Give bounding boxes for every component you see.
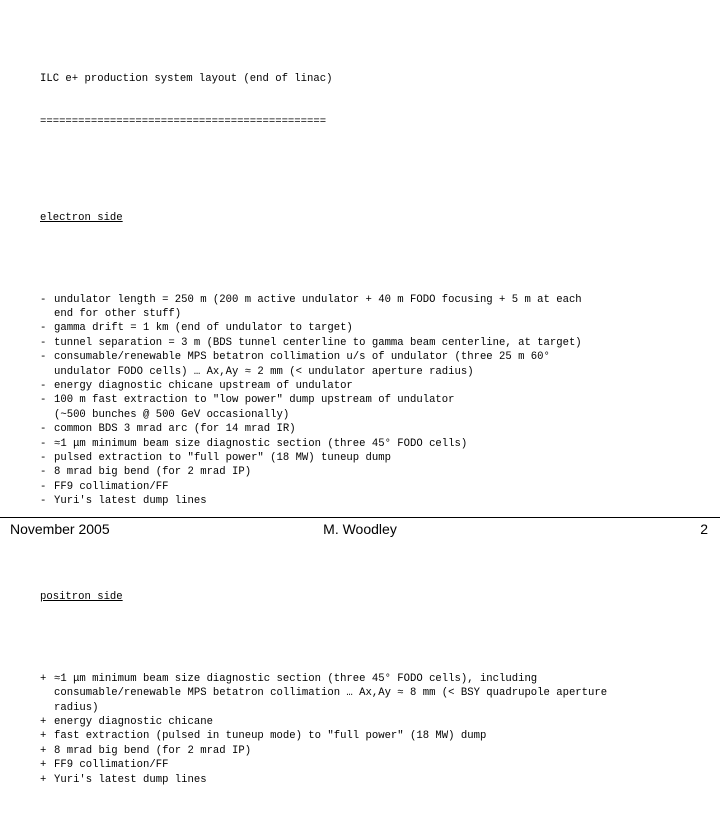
list-item-line: radius) xyxy=(54,701,99,714)
list-item-text xyxy=(54,758,168,772)
list-bullet: - xyxy=(40,380,47,393)
list-item-line: consumable/renewable MPS betatron collimation … Ax,Ay ≈ 8 mm (< BSY quadrupole aperture xyxy=(54,687,608,700)
list-bullet: + xyxy=(40,672,47,685)
spacer xyxy=(40,254,710,264)
spacer xyxy=(40,552,710,562)
list-item-line: undulator FODO cells) … Ax,Ay ≈ 2 mm (< undulator aperture radius) xyxy=(54,365,474,378)
list-item xyxy=(40,437,710,451)
list-item-text xyxy=(54,393,455,422)
list-item xyxy=(40,729,710,743)
list-item-line: (~500 bunches @ 500 GeV occasionally) xyxy=(54,408,290,421)
list-item xyxy=(40,393,710,422)
list-item-line: pulsed extraction to "full power" (18 MW) tuneup dump xyxy=(54,452,391,465)
spacer xyxy=(40,158,710,168)
list-item xyxy=(40,480,710,494)
list-item-text xyxy=(54,422,296,436)
spacer xyxy=(40,633,710,643)
list-item xyxy=(40,451,710,465)
electron-side-heading: electron side xyxy=(40,212,123,225)
list-item xyxy=(40,744,710,758)
list-item xyxy=(40,293,710,322)
footer-date: November 2005 xyxy=(10,521,110,537)
list-bullet: - xyxy=(40,293,47,306)
list-item-line: 8 mrad big bend (for 2 mrad IP) xyxy=(54,466,252,479)
list-item-line: ≈1 μm minimum beam size diagnostic section (three 45° FODO cells), including xyxy=(54,672,538,685)
list-bullet: - xyxy=(40,351,47,364)
list-item-line: gamma drift = 1 km (end of undulator to target) xyxy=(54,322,353,335)
list-item xyxy=(40,773,710,787)
list-item-line: end for other stuff) xyxy=(54,308,182,321)
list-bullet: + xyxy=(40,730,47,743)
list-bullet: + xyxy=(40,744,47,757)
list-item-text xyxy=(54,773,207,787)
slide-title: ILC e+ production system layout (end of linac) xyxy=(40,72,333,85)
footer-author: M. Woodley xyxy=(323,521,397,537)
slide-body xyxy=(40,43,710,816)
list-item xyxy=(40,321,710,335)
list-bullet: + xyxy=(40,773,47,786)
electron-side-list xyxy=(40,293,710,509)
list-item-line: undulator length = 250 m (200 m active undulator + 40 m FODO focusing + 5 m at each xyxy=(54,293,582,306)
list-item-text xyxy=(54,293,582,322)
list-item xyxy=(40,465,710,479)
list-item-line: energy diagnostic chicane xyxy=(54,716,213,729)
list-item-line: 8 mrad big bend (for 2 mrad IP) xyxy=(54,744,252,757)
list-bullet: - xyxy=(40,437,47,450)
list-item-line: Yuri's latest dump lines xyxy=(54,773,207,786)
list-bullet: - xyxy=(40,322,47,335)
list-bullet: - xyxy=(40,394,47,407)
list-item-line: common BDS 3 mrad arc (for 14 mrad IR) xyxy=(54,423,296,436)
list-item xyxy=(40,422,710,436)
list-item-line: FF9 collimation/FF xyxy=(54,759,169,772)
list-item-line: Yuri's latest dump lines xyxy=(54,495,207,508)
list-item-line: 100 m fast extraction to "low power" dump upstream of undulator xyxy=(54,394,455,407)
list-bullet: - xyxy=(40,452,47,465)
list-bullet: - xyxy=(40,423,47,436)
list-bullet: + xyxy=(40,759,47,772)
title-underline-rule: ============================================= xyxy=(40,116,327,129)
list-item-text xyxy=(54,465,251,479)
list-item-line: fast extraction (pulsed in tuneup mode) to "full power" (18 MW) dump xyxy=(54,730,487,743)
list-item-text xyxy=(54,744,251,758)
list-item-text xyxy=(54,437,467,451)
list-item-text xyxy=(54,321,353,335)
list-item-line: tunnel separation = 3 m (BDS tunnel centerline to gamma beam centerline, at target) xyxy=(54,336,582,349)
list-item-text xyxy=(54,729,486,743)
list-item-text xyxy=(54,480,168,494)
list-item-text xyxy=(54,350,550,379)
list-item xyxy=(40,379,710,393)
list-item-text xyxy=(54,451,391,465)
list-bullet: - xyxy=(40,466,47,479)
list-bullet: - xyxy=(40,336,47,349)
list-item-text xyxy=(54,336,582,350)
footer-divider xyxy=(0,517,720,518)
list-item-text xyxy=(54,672,607,715)
list-item-text xyxy=(54,494,207,508)
list-item-line: consumable/renewable MPS betatron collimation u/s of undulator (three 25 m 60° xyxy=(54,351,550,364)
list-item xyxy=(40,672,710,715)
list-bullet: - xyxy=(40,495,47,508)
positron-side-heading: positron side xyxy=(40,591,123,604)
list-item-text xyxy=(54,715,213,729)
list-item-line: energy diagnostic chicane upstream of undulator xyxy=(54,380,353,393)
list-bullet: + xyxy=(40,716,47,729)
list-item xyxy=(40,336,710,350)
list-item xyxy=(40,494,710,508)
list-item xyxy=(40,350,710,379)
positron-side-list xyxy=(40,672,710,787)
list-item-line: FF9 collimation/FF xyxy=(54,480,169,493)
list-item-line: ≈1 μm minimum beam size diagnostic section (three 45° FODO cells) xyxy=(54,437,468,450)
list-bullet: - xyxy=(40,480,47,493)
list-item xyxy=(40,758,710,772)
list-item xyxy=(40,715,710,729)
footer-page-number: 2 xyxy=(700,521,708,537)
list-item-text xyxy=(54,379,353,393)
